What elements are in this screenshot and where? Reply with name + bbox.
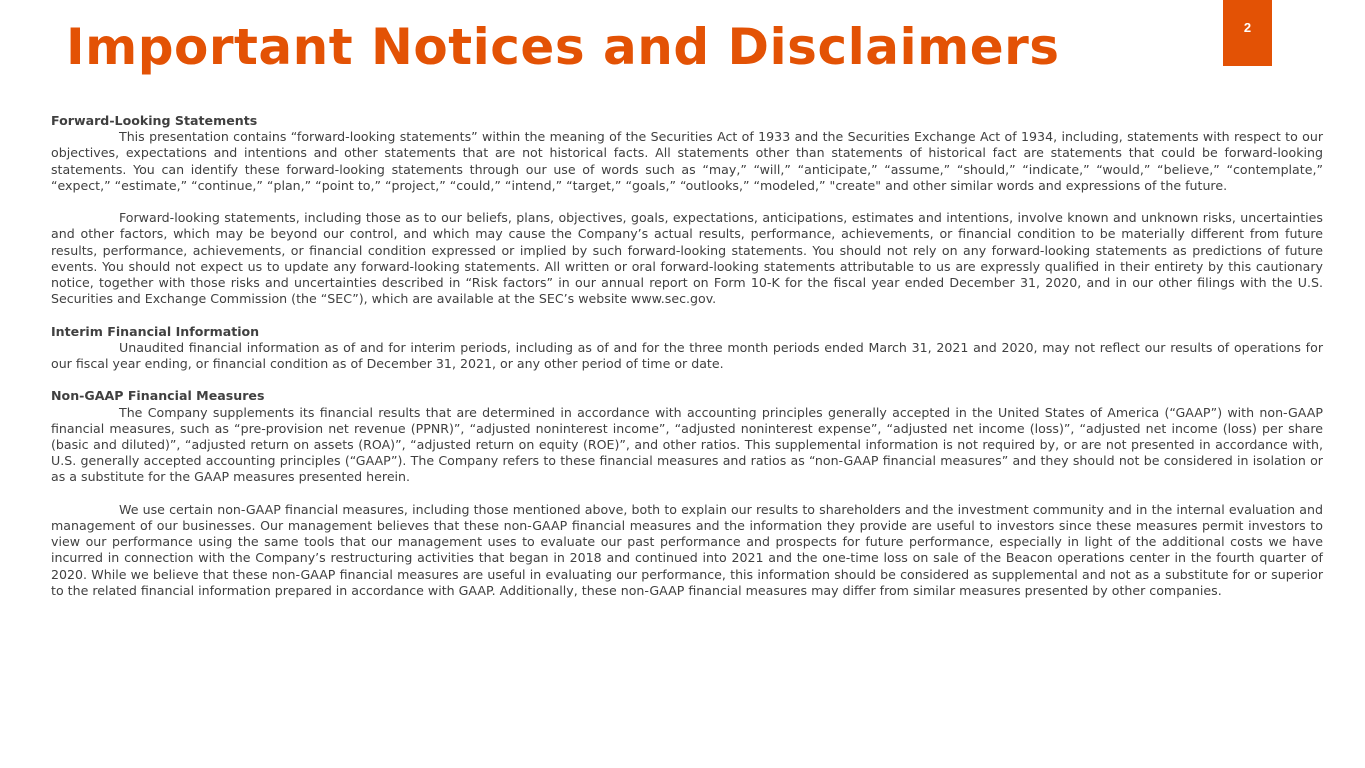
paragraph-spacer — [51, 372, 1323, 388]
paragraph-spacer — [51, 307, 1323, 323]
paragraph-spacer — [51, 194, 1323, 210]
section-heading-forward-looking: Forward-Looking Statements — [51, 113, 258, 128]
page-title: Important Notices and Disclaimers — [66, 18, 1060, 76]
paragraph-forward-looking-2: Forward-looking statements, including those as to our beliefs, plans, objectives, goals, expectations, anticipations, estimates and intentions, involve known and unknown risks, uncertainties and other factors, which may be beyond our control, and which may cause the Company’s actual results, performance, achievements, or financial condition to be materially different from future results, performance, achievements, or financial condition expressed or implied by such forward-looking statements. You should not rely on any forward-looking statements as predictions of future events. You should not expect us to update any forward-looking statements. All written or oral forward-looking statements attributable to us are expressly qualified in their entirety by this cautionary notice, together with those risks and uncertainties described in “Risk factors” in our annual report on Form 10-K for the fiscal year ended December 31, 2020, and in our other filings with the U.S. Securities and Exchange Commission (the “SEC”), which are available at the SEC’s website www.sec.gov. — [51, 210, 1323, 307]
paragraph-non-gaap-1: The Company supplements its financial results that are determined in accordance with accounting principles generally accepted in the United States of America (“GAAP”) with non-GAAP financial measures, such as “pre-provision net revenue (PPNR)”, “adjusted noninterest income”, “adjusted noninterest expense”, “adjusted net income (loss)”, “adjusted net income (loss) per share (basic and diluted)”, “adjusted return on assets (ROA)”, “adjusted return on equity (ROE)”, and other ratios. This supplemental information is not required by, or are not presented in accordance with, U.S. generally accepted accounting principles (“GAAP”). The Company refers to these financial measures and ratios as “non-GAAP financial measures” and they should not be considered in isolation or as a substitute for the GAAP measures presented herein. — [51, 404, 1323, 485]
section-heading-interim: Interim Financial Information — [51, 323, 260, 339]
paragraph-spacer — [51, 486, 1323, 502]
paragraph-forward-looking-1: This presentation contains “forward-looking statements” within the meaning of the Securities Act of 1933 and the Securities Exchange Act of 1934, including, statements with respect to our objectives, expectations and intentions and other statements that are not historical facts. All statements other than statements of historical fact are statements that could be forward-looking statements. You can identify these forward-looking statements through our use of words such as “may,” “will,” “anticipate,” “assume,” “should,” “indicate,” “would,” “believe,” “contemplate,” “expect,” “estimate,” “continue,” “plan,” “point to,” “project,” “could,” “intend,” “target,” “goals,” “outlooks,” “modeled,” "create" and other similar words and expressions of the future. — [51, 129, 1323, 193]
paragraph-interim-1: Unaudited financial information as of and for interim periods, including as of and for the three month periods ended March 31, 2021 and 2020, may not reflect our results of operations for our fiscal year ending, or financial condition as of December 31, 2021, or any other period of time or date. — [51, 339, 1323, 372]
paragraph-non-gaap-2: We use certain non-GAAP financial measures, including those mentioned above, both to explain our results to shareholders and the investment community and in the internal evaluation and management of our businesses. Our management believes that these non-GAAP financial measures and the information they provide are useful to investors since these measures permit investors to view our performance using the same tools that our management uses to evaluate our past performance and prospects for future performance, especially in light of the additional costs we have incurred in connection with the Company’s restructuring activities that began in 2018 and continued into 2021 and the one-time loss on sale of the Beacon operations center in the fourth quarter of 2020. While we believe that these non-GAAP financial measures are useful in evaluating our performance, this information should be considered as supplemental and not as a substitute for or superior to the related financial information prepared in accordance with GAAP. Additionally, these non-GAAP financial measures may differ from similar measures presented by other companies. — [51, 501, 1323, 598]
page-number-badge: 2 — [1223, 0, 1272, 66]
section-heading-non-gaap: Non-GAAP Financial Measures — [51, 388, 265, 404]
disclaimer-body — [51, 113, 1323, 599]
